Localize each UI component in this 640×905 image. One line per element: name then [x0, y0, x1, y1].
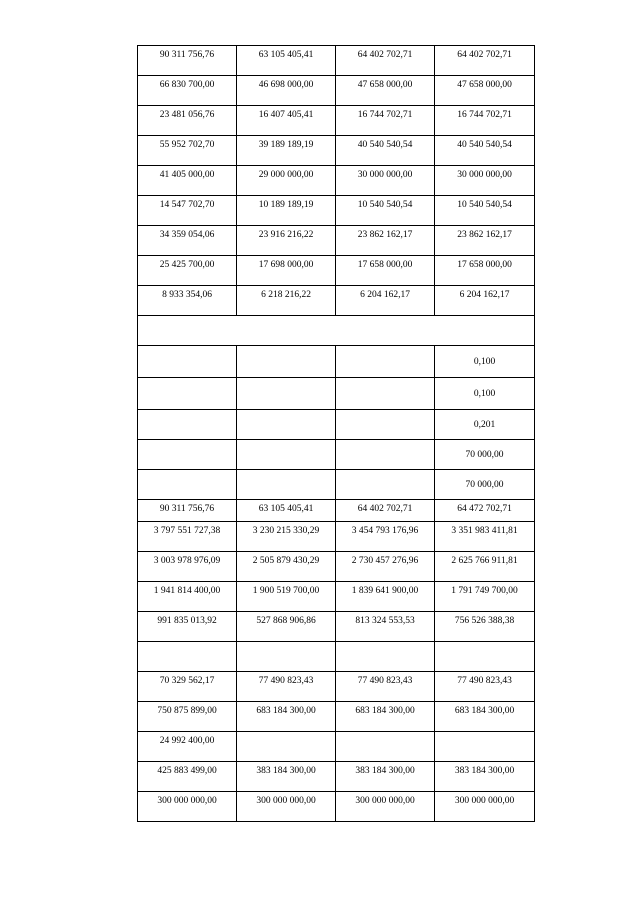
table-cell: 16 744 702,71: [435, 106, 535, 136]
table-cell: 8 933 354,06: [138, 286, 237, 316]
table-cell: 47 658 000,00: [336, 76, 435, 106]
table-cell: 6 218 216,22: [237, 286, 336, 316]
table-row: [138, 500, 535, 522]
table-row: [138, 136, 535, 166]
table-cell: 25 425 700,00: [138, 256, 237, 286]
table-cell: 2 625 766 911,81: [435, 552, 535, 582]
table-row: [138, 286, 535, 316]
table-cell: 527 868 906,86: [237, 612, 336, 642]
table-cell: 17 698 000,00: [237, 256, 336, 286]
table-cell: [138, 410, 237, 440]
table-row: [138, 166, 535, 196]
table-row: [138, 440, 535, 470]
table-cell: [237, 378, 336, 410]
table-cell: 17 658 000,00: [336, 256, 435, 286]
table-cell: [138, 378, 237, 410]
table-cell: 383 184 300,00: [435, 762, 535, 792]
table-cell: 29 000 000,00: [237, 166, 336, 196]
table-cell: 55 952 702,70: [138, 136, 237, 166]
table-row: [138, 642, 535, 672]
table-cell: 683 184 300,00: [435, 702, 535, 732]
table-cell: [336, 378, 435, 410]
table-row: [138, 410, 535, 440]
table-cell: 683 184 300,00: [237, 702, 336, 732]
table-cell: [336, 440, 435, 470]
table-cell: 1 839 641 900,00: [336, 582, 435, 612]
table-cell: 46 698 000,00: [237, 76, 336, 106]
table-cell: 77 490 823,43: [435, 672, 535, 702]
table-cell: 47 658 000,00: [435, 76, 535, 106]
table-row: [138, 256, 535, 286]
table-cell: 23 481 056,76: [138, 106, 237, 136]
table-cell: [138, 642, 237, 672]
table-row: [138, 522, 535, 552]
table-cell: 10 189 189,19: [237, 196, 336, 226]
table-cell: 0,100: [435, 378, 535, 410]
table-cell: 2 730 457 276,96: [336, 552, 435, 582]
table-cell: 24 992 400,00: [138, 732, 237, 762]
table-cell: 300 000 000,00: [336, 792, 435, 822]
table-cell: 23 862 162,17: [435, 226, 535, 256]
table-cell: 3 351 983 411,81: [435, 522, 535, 552]
table-cell: [237, 470, 336, 500]
table-row: [138, 582, 535, 612]
table-cell: 14 547 702,70: [138, 196, 237, 226]
table-cell: 756 526 388,38: [435, 612, 535, 642]
table-cell: [336, 346, 435, 378]
table-row: [138, 612, 535, 642]
table-row: [138, 76, 535, 106]
table-cell: 70 329 562,17: [138, 672, 237, 702]
table-cell: 40 540 540,54: [435, 136, 535, 166]
table-cell: 813 324 553,53: [336, 612, 435, 642]
table-cell: 64 402 702,71: [336, 500, 435, 522]
table-cell: 90 311 756,76: [138, 46, 237, 76]
table-cell: 64 402 702,71: [336, 46, 435, 76]
table-cell: 10 540 540,54: [336, 196, 435, 226]
financial-data-table: [137, 45, 535, 822]
table-cell: 3 797 551 727,38: [138, 522, 237, 552]
table-cell: [237, 440, 336, 470]
table-row: [138, 378, 535, 410]
table-row: [138, 346, 535, 378]
table-cell: 30 000 000,00: [336, 166, 435, 196]
empty-section-cell: [138, 316, 535, 346]
table-row: [138, 792, 535, 822]
table-row: [138, 552, 535, 582]
table-cell: 3 454 793 176,96: [336, 522, 435, 552]
table-cell: 1 941 814 400,00: [138, 582, 237, 612]
table-cell: [138, 440, 237, 470]
table-cell: 0,201: [435, 410, 535, 440]
table-cell: 683 184 300,00: [336, 702, 435, 732]
table-row: [138, 732, 535, 762]
table-cell: 30 000 000,00: [435, 166, 535, 196]
table-cell: 64 472 702,71: [435, 500, 535, 522]
table-cell: 63 105 405,41: [237, 46, 336, 76]
table-cell: [138, 346, 237, 378]
table-cell: 0,100: [435, 346, 535, 378]
table-cell: [336, 470, 435, 500]
table-cell: 66 830 700,00: [138, 76, 237, 106]
table-cell: 17 658 000,00: [435, 256, 535, 286]
table-cell: 991 835 013,92: [138, 612, 237, 642]
table-cell: 1 791 749 700,00: [435, 582, 535, 612]
table-row: [138, 226, 535, 256]
table-cell: 23 916 216,22: [237, 226, 336, 256]
table-row: [138, 762, 535, 792]
table-row: [138, 46, 535, 76]
table-row: [138, 196, 535, 226]
table-cell: 3 230 215 330,29: [237, 522, 336, 552]
table-cell: 77 490 823,43: [336, 672, 435, 702]
table-cell: 6 204 162,17: [336, 286, 435, 316]
table-cell: 1 900 519 700,00: [237, 582, 336, 612]
table-cell: [138, 470, 237, 500]
table-cell: [435, 642, 535, 672]
table-cell: 64 402 702,71: [435, 46, 535, 76]
table-cell: 90 311 756,76: [138, 500, 237, 522]
table-cell: [435, 732, 535, 762]
table-cell: 16 744 702,71: [336, 106, 435, 136]
table-cell: [237, 642, 336, 672]
table-cell: 6 204 162,17: [435, 286, 535, 316]
table-cell: 70 000,00: [435, 440, 535, 470]
table-cell: 2 505 879 430,29: [237, 552, 336, 582]
table-cell: 70 000,00: [435, 470, 535, 500]
table-row: [138, 672, 535, 702]
table-cell: 40 540 540,54: [336, 136, 435, 166]
section-separator-row: [138, 316, 535, 346]
table-cell: 41 405 000,00: [138, 166, 237, 196]
table-cell: [237, 410, 336, 440]
table-cell: 750 875 899,00: [138, 702, 237, 732]
table-cell: 425 883 499,00: [138, 762, 237, 792]
table-cell: 300 000 000,00: [237, 792, 336, 822]
table-cell: 3 003 978 976,09: [138, 552, 237, 582]
table-cell: 77 490 823,43: [237, 672, 336, 702]
table-cell: 23 862 162,17: [336, 226, 435, 256]
table-row: [138, 702, 535, 732]
table-cell: 34 359 054,06: [138, 226, 237, 256]
table-cell: 300 000 000,00: [435, 792, 535, 822]
table-cell: 383 184 300,00: [237, 762, 336, 792]
table-cell: 383 184 300,00: [336, 762, 435, 792]
table-cell: [237, 732, 336, 762]
table-row: [138, 470, 535, 500]
table-cell: [237, 346, 336, 378]
table-cell: 39 189 189,19: [237, 136, 336, 166]
table-cell: [336, 410, 435, 440]
table-cell: 10 540 540,54: [435, 196, 535, 226]
table-cell: [336, 732, 435, 762]
table-cell: [336, 642, 435, 672]
table-row: [138, 106, 535, 136]
table-cell: 16 407 405,41: [237, 106, 336, 136]
table-cell: 300 000 000,00: [138, 792, 237, 822]
table-cell: 63 105 405,41: [237, 500, 336, 522]
